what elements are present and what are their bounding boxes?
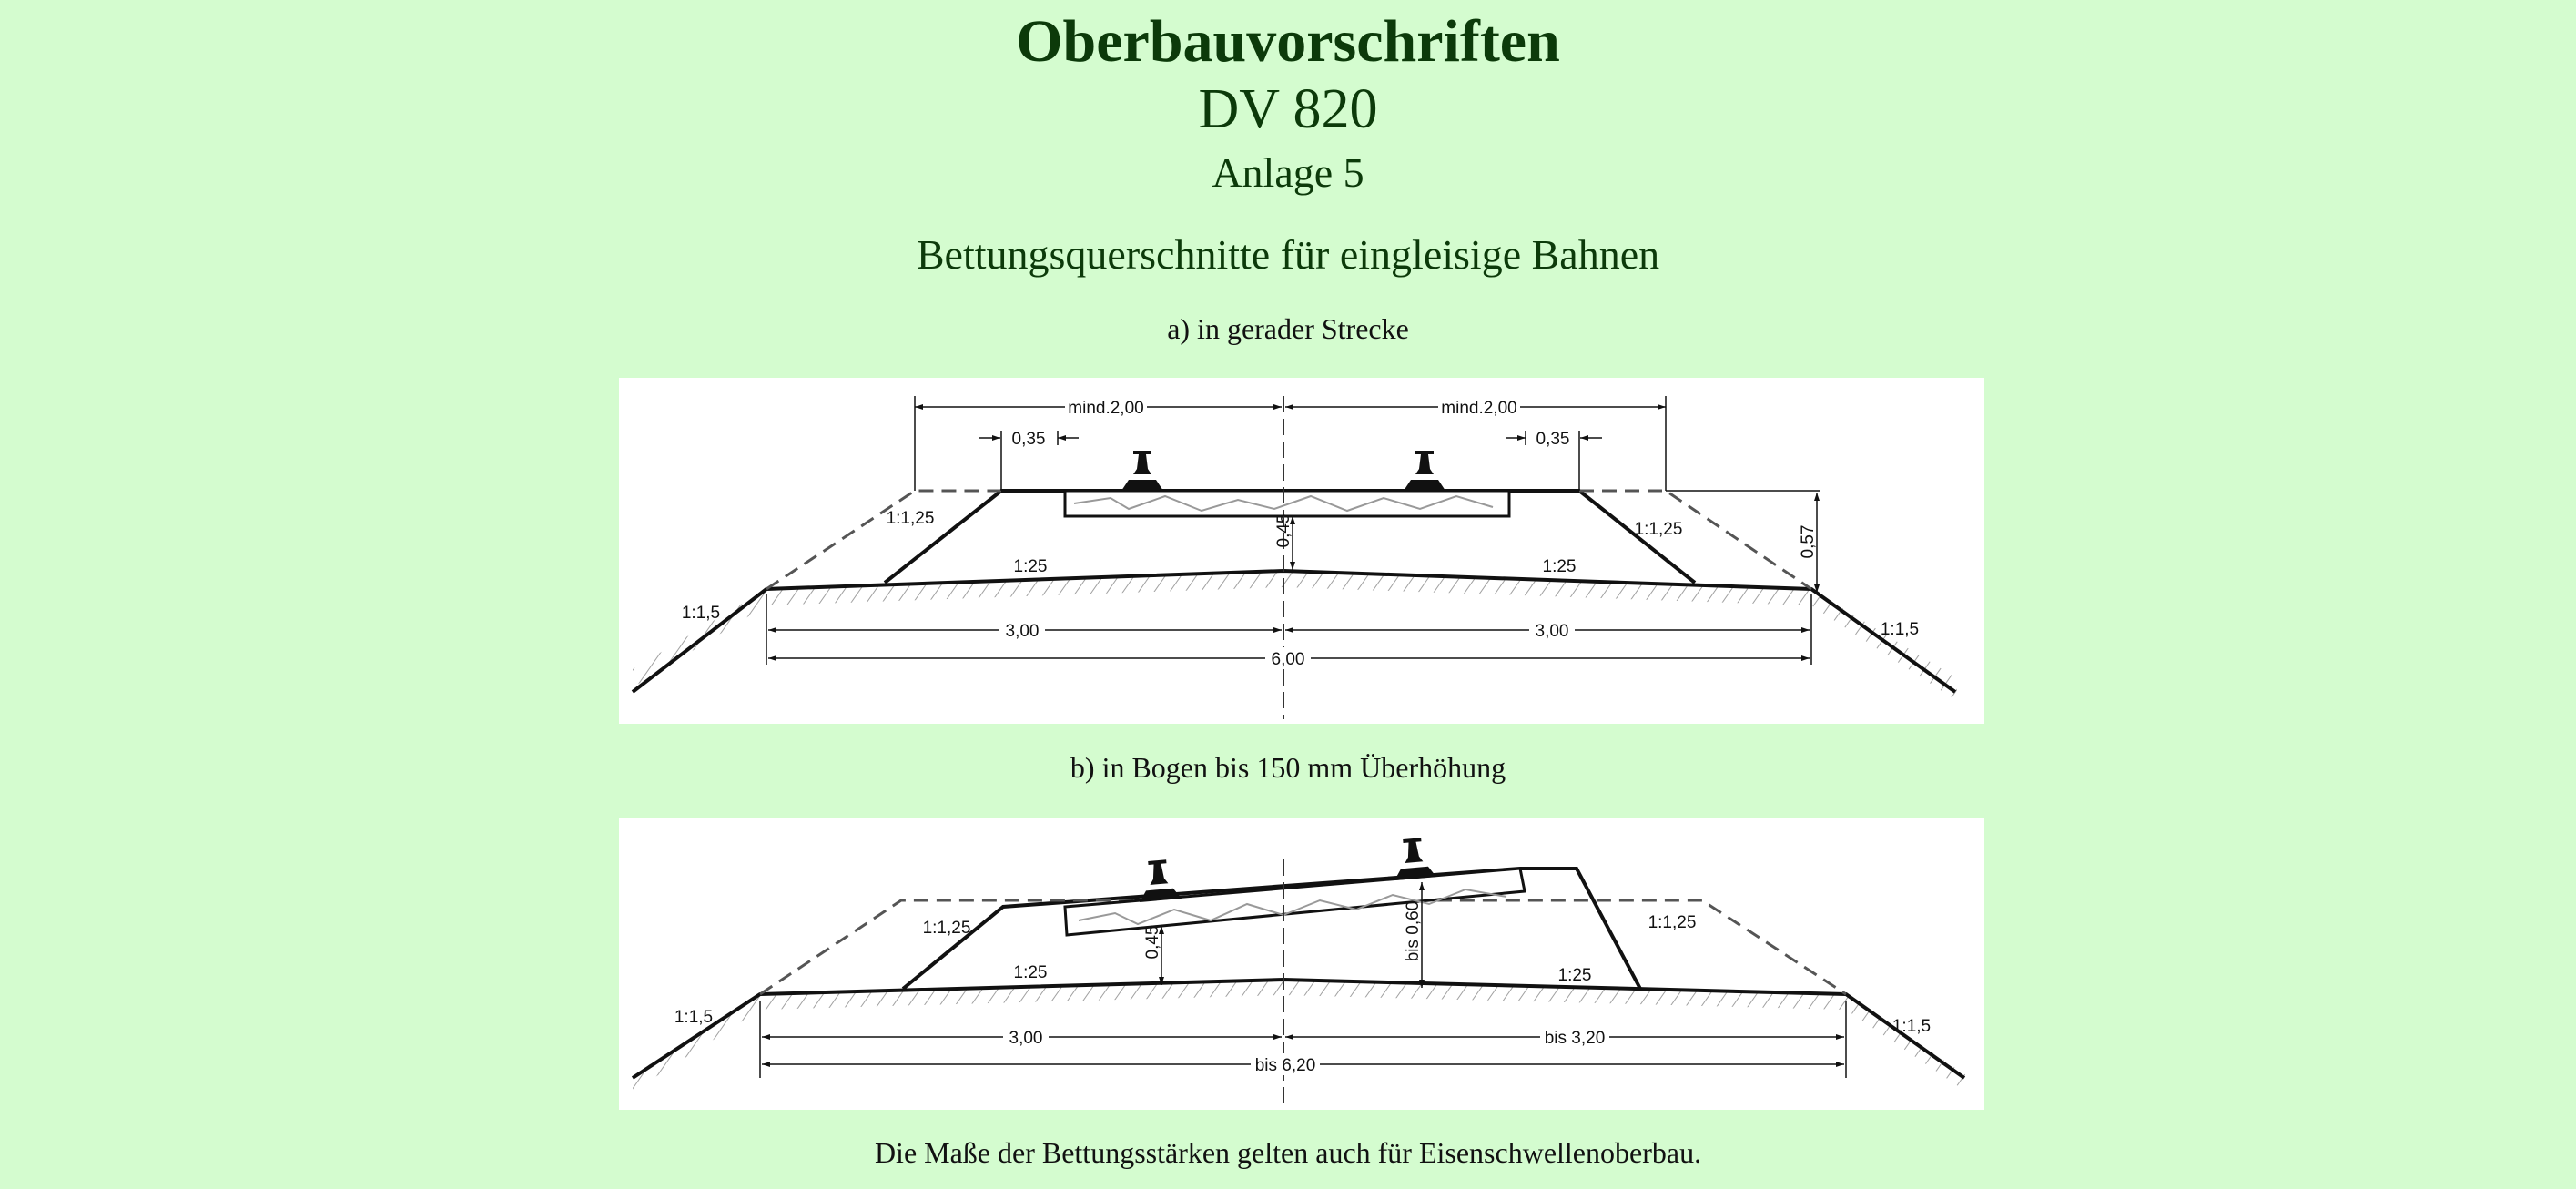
- annex-label: Anlage 5: [1212, 149, 1364, 196]
- label-grade-right-b: 1:25: [1557, 966, 1592, 985]
- label-slope-outer-right: 1:1,5: [1880, 620, 1920, 639]
- label-depth-side: 0,57: [1799, 524, 1818, 559]
- dashed-outline-right: [1579, 491, 1811, 589]
- label-slope-inner-left: 1:1,25: [886, 509, 935, 528]
- sleeper: [1065, 491, 1509, 516]
- label-half-left: 3,00: [1005, 622, 1040, 641]
- label-slope-inner-right-b: 1:1,25: [1648, 913, 1697, 932]
- label-offset-left: 0,35: [1011, 430, 1046, 449]
- label-grade-right: 1:25: [1542, 557, 1577, 576]
- label-offset-right: 0,35: [1536, 430, 1570, 449]
- label-grade-left-b: 1:25: [1013, 963, 1048, 982]
- document-code: DV 820: [1198, 78, 1378, 140]
- label-total: 6,00: [1271, 650, 1305, 669]
- label-slope-outer-left: 1:1,5: [681, 604, 721, 623]
- label-grade-left: 1:25: [1013, 557, 1048, 576]
- label-total-b: bis 6,20: [1254, 1056, 1316, 1075]
- label-slope-inner-right: 1:1,25: [1634, 520, 1683, 539]
- section-title: Bettungsquerschnitte für eingleisige Bahnen: [916, 231, 1660, 278]
- rail-right: [1404, 451, 1445, 491]
- subgrade-hatch: [633, 571, 1957, 701]
- figure-b-caption: b) in Bogen bis 150 mm Überhöhung: [1070, 751, 1506, 784]
- figure-b: [619, 818, 1984, 1110]
- dashed-outline-left: [766, 491, 1001, 589]
- label-half-right: 3,00: [1535, 622, 1569, 641]
- figure-b-drawing: [619, 818, 1984, 1110]
- figure-a: [619, 378, 1984, 724]
- label-half-right-b: bis 3,20: [1544, 1029, 1606, 1048]
- label-slope-outer-right-b: 1:1,5: [1891, 1017, 1932, 1036]
- label-min-left: mind.2,00: [1068, 399, 1144, 418]
- label-slope-inner-left-b: 1:1,25: [922, 919, 971, 938]
- page-title: Oberbauvorschriften: [1016, 8, 1560, 75]
- figure-a-caption: a) in gerader Strecke: [1167, 312, 1409, 345]
- label-min-right: mind.2,00: [1441, 399, 1517, 418]
- label-depth-right-b: bis 0,60: [1404, 900, 1423, 962]
- label-depth-left-b: 0,45: [1143, 925, 1162, 960]
- label-depth-center: 0,45: [1274, 513, 1293, 548]
- rail-left: [1121, 451, 1163, 491]
- label-slope-outer-left-b: 1:1,5: [674, 1008, 714, 1027]
- footer-note: Die Maße der Bettungsstärken gelten auch für Eisenschwellenoberbau.: [874, 1136, 1702, 1169]
- figure-a-drawing: [619, 378, 1984, 724]
- sleeper-b: [1065, 869, 1525, 935]
- rail-right-b: [1391, 837, 1436, 880]
- label-half-left-b: 3,00: [1009, 1029, 1043, 1048]
